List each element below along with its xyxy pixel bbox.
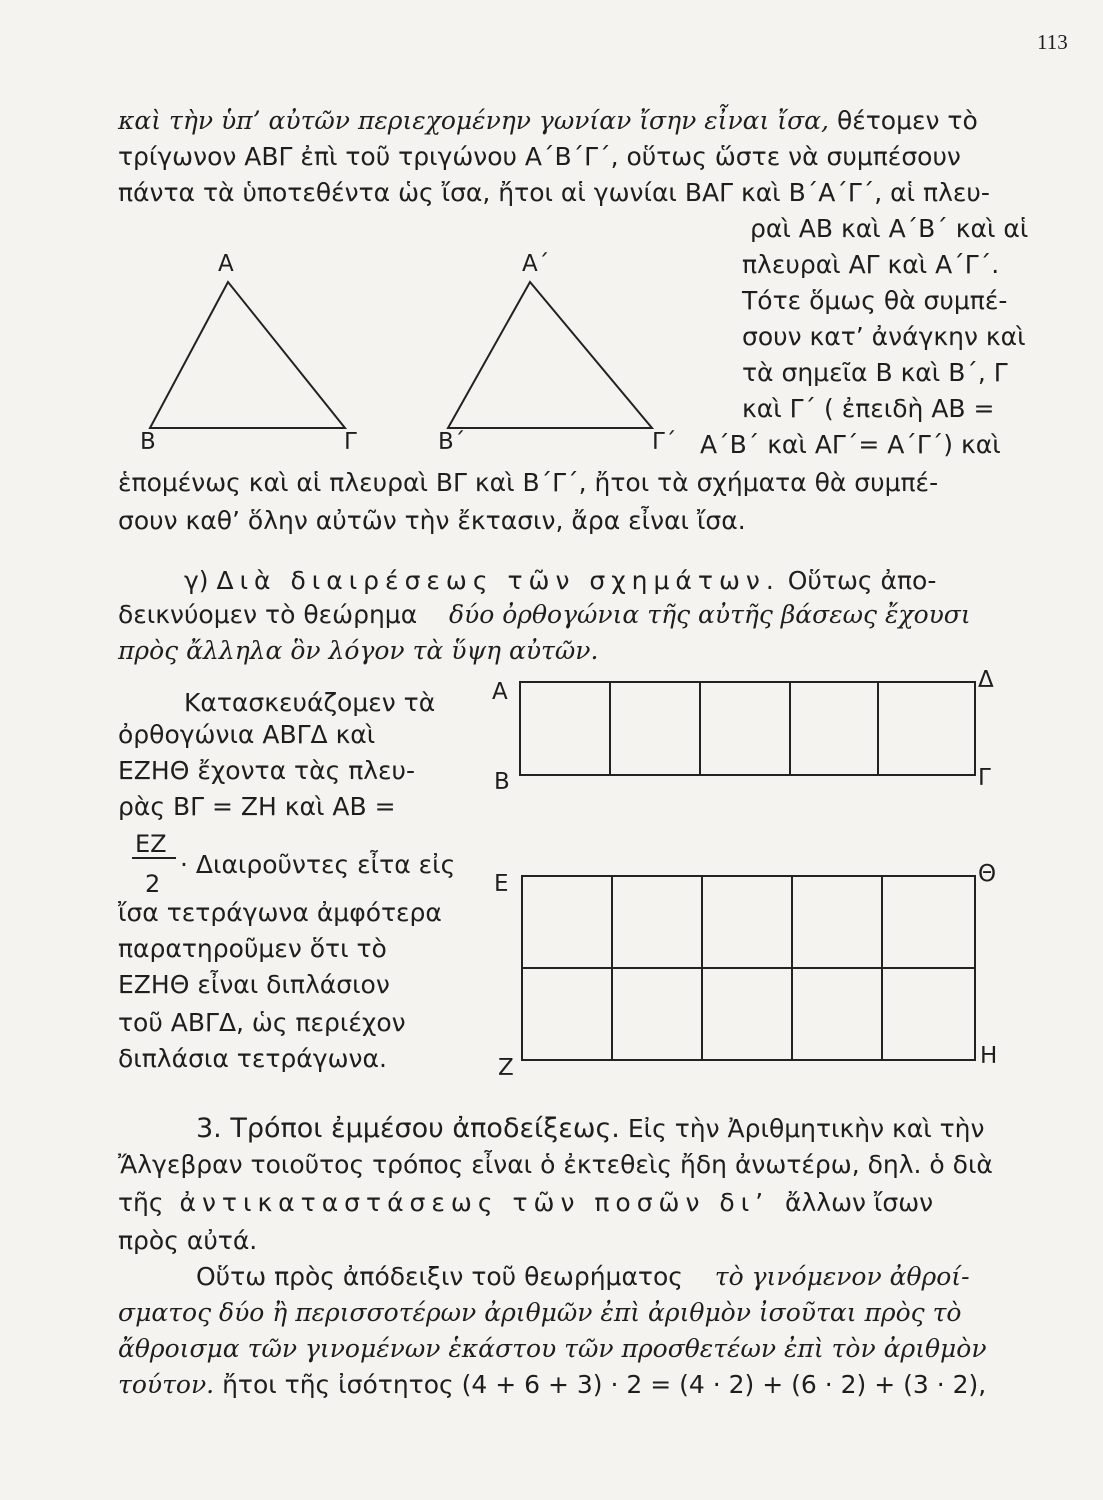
text-line: σματος δύο ἢ περισσοτέρων ἀριθμῶν ἐπὶ ἀριθμὸν ἰσοῦται πρὸς τὸ (118, 1298, 962, 1327)
text-line (118, 106, 978, 136)
triangle-label-b-prime: Β΄ (438, 429, 466, 455)
text-line (118, 1370, 986, 1400)
text-line: ἄθροισμα τῶν γινομένων ἑκάστου τῶν προσθετέων ἐπὶ τὸν ἀριθμὸν (118, 1334, 987, 1363)
spaced-text: ἀντικαταστάσεως τῶν ποσῶν δι’ (179, 1188, 770, 1217)
text-span: θέτομεν τὸ (836, 106, 978, 135)
text-line: Κατασκευάζομεν τὰ (184, 688, 436, 717)
text-span: Οὕτως ἀπο- (779, 566, 937, 595)
text-line: καὶ Γ΄ ( ἐπειδὴ ΑΒ = (742, 394, 995, 423)
text-line: ὀρθογώνια ΑΒΓΔ καὶ (118, 720, 376, 749)
text-line: Α΄Β΄ καὶ ΑΓ΄= Α΄Γ΄) καὶ (700, 430, 1001, 459)
text-line: σουν καθ’ ὅλην αὐτῶν τὴν ἔκτασιν, ἄρα εἶναι ἴσα. (118, 506, 746, 535)
rect-label-g: Γ (978, 765, 991, 791)
text-line: τρίγωνον ΑΒΓ ἐπὶ τοῦ τριγώνου Α΄Β΄Γ΄, οὕτως ὥστε νὰ συμπέσουν (118, 142, 961, 171)
text-span: ἤτοι τῆς ἰσότητος (4 + 6 + 3) · 2 = (4 · 2) + (6 · 2) + (3 · 2), (222, 1370, 987, 1399)
text-line: ρὰς ΒΓ = ΖΗ καὶ ΑΒ = (118, 792, 396, 821)
fraction-numerator: ΕΖ (135, 830, 167, 858)
text-span: γ) (184, 566, 217, 595)
text-line: τὰ σημεῖα Β καὶ Β΄, Γ (742, 358, 1008, 387)
rectangle-ezhth (522, 876, 975, 1060)
triangle-a2b2g2 (448, 282, 652, 428)
text-line: πάντα τὰ ὑποτεθέντα ὡς ἴσα, ἤτοι αἱ γωνίαι ΒΑΓ καὶ Β΄Α΄Γ΄, αἱ πλευ- (118, 178, 990, 207)
text-span: τῆς (118, 1188, 164, 1217)
page-number: 113 (1037, 30, 1068, 54)
text-line (118, 600, 971, 630)
rect-label-d: Δ (978, 667, 994, 693)
spaced-text: Διὰ διαιρέσεως τῶν σχημάτων. (216, 566, 780, 595)
rect-label-z: Ζ (498, 1055, 514, 1081)
text-span: Εἰς τὴν Ἀριθμητικὴν καὶ τὴν (627, 1114, 985, 1143)
text-line: πρὸς ἄλληλα ὃν λόγον τὰ ὕψη αὐτῶν. (118, 636, 599, 665)
rect-label-b: Β (494, 769, 510, 795)
italic-text: καὶ τὴν ὑπ’ αὐτῶν περιεχομένην γωνίαν ἴσην εἶναι ἴσα, (118, 106, 829, 135)
triangle-label-b: Β (140, 429, 156, 455)
triangle-label-g-prime: Γ΄ (652, 429, 677, 455)
text-line: ΕΖΗΘ ἔχοντα τὰς πλευ- (118, 756, 416, 785)
text-line (196, 1114, 984, 1144)
rect-label-a: Α (492, 679, 508, 705)
text-line: πρὸς αὐτά. (118, 1226, 258, 1255)
text-line: Ἄλγεβραν τοιοῦτος τρόπος εἶναι ὁ ἐκτεθεὶς ἤδη ἀνωτέρω, δηλ. ὁ διὰ (118, 1150, 993, 1179)
rect-label-e: Ε (494, 871, 509, 897)
section-heading: 3. Τρόποι ἐμμέσου ἀποδείξεως. (196, 1113, 620, 1144)
triangle-label-g: Γ (344, 429, 357, 455)
text-line: · Διαιροῦντες εἶτα εἰς (180, 850, 456, 879)
text-line: ραὶ ΑΒ καὶ Α΄Β΄ καὶ αἱ (750, 214, 1029, 243)
text-line (196, 1262, 970, 1292)
rect-label-h: Η (980, 1043, 998, 1069)
italic-text: τὸ γινόμενον ἀθροί- (714, 1262, 970, 1291)
text-line: τοῦ ΑΒΓΔ, ὡς περιέχον (118, 1008, 406, 1037)
text-line: ἑπομένως καὶ αἱ πλευραὶ ΒΓ καὶ Β΄Γ΄, ἤτοι τὰ σχήματα θὰ συμπέ- (118, 468, 939, 497)
triangle-label-a: Α (218, 251, 234, 277)
text-span: ἄλλων ἴσων (785, 1188, 934, 1217)
fraction-denominator: 2 (145, 870, 161, 898)
triangle-abg (150, 282, 345, 428)
text-line: ΕΖΗΘ εἶναι διπλάσιον (118, 970, 390, 999)
text-line: ἴσα τετράγωνα ἀμφότερα (118, 898, 442, 927)
rect-label-th: Θ (978, 861, 997, 887)
text-span: Οὕτω πρὸς ἀπόδειξιν τοῦ θεωρήματος (196, 1262, 683, 1291)
text-line: παρατηροῦμεν ὅτι τὸ (118, 934, 387, 963)
triangle-label-a-prime: Α΄ (522, 251, 550, 277)
text-span: δεικνύομεν τὸ θεώρημα (118, 600, 418, 629)
text-line (184, 566, 936, 596)
text-line: διπλάσια τετράγωνα. (118, 1044, 387, 1073)
text-line: πλευραὶ ΑΓ καὶ Α΄Γ΄. (742, 250, 1000, 279)
text-line (118, 1188, 933, 1218)
italic-text: δύο ὀρθογώνια τῆς αὐτῆς βάσεως ἔχουσι (449, 600, 971, 629)
text-line: Τότε ὅμως θὰ συμπέ- (742, 286, 1008, 315)
text-line: σουν κατ’ ἀνάγκην καὶ (742, 322, 1026, 351)
rectangle-abgd (520, 682, 975, 775)
italic-text: τούτον. (118, 1370, 215, 1399)
